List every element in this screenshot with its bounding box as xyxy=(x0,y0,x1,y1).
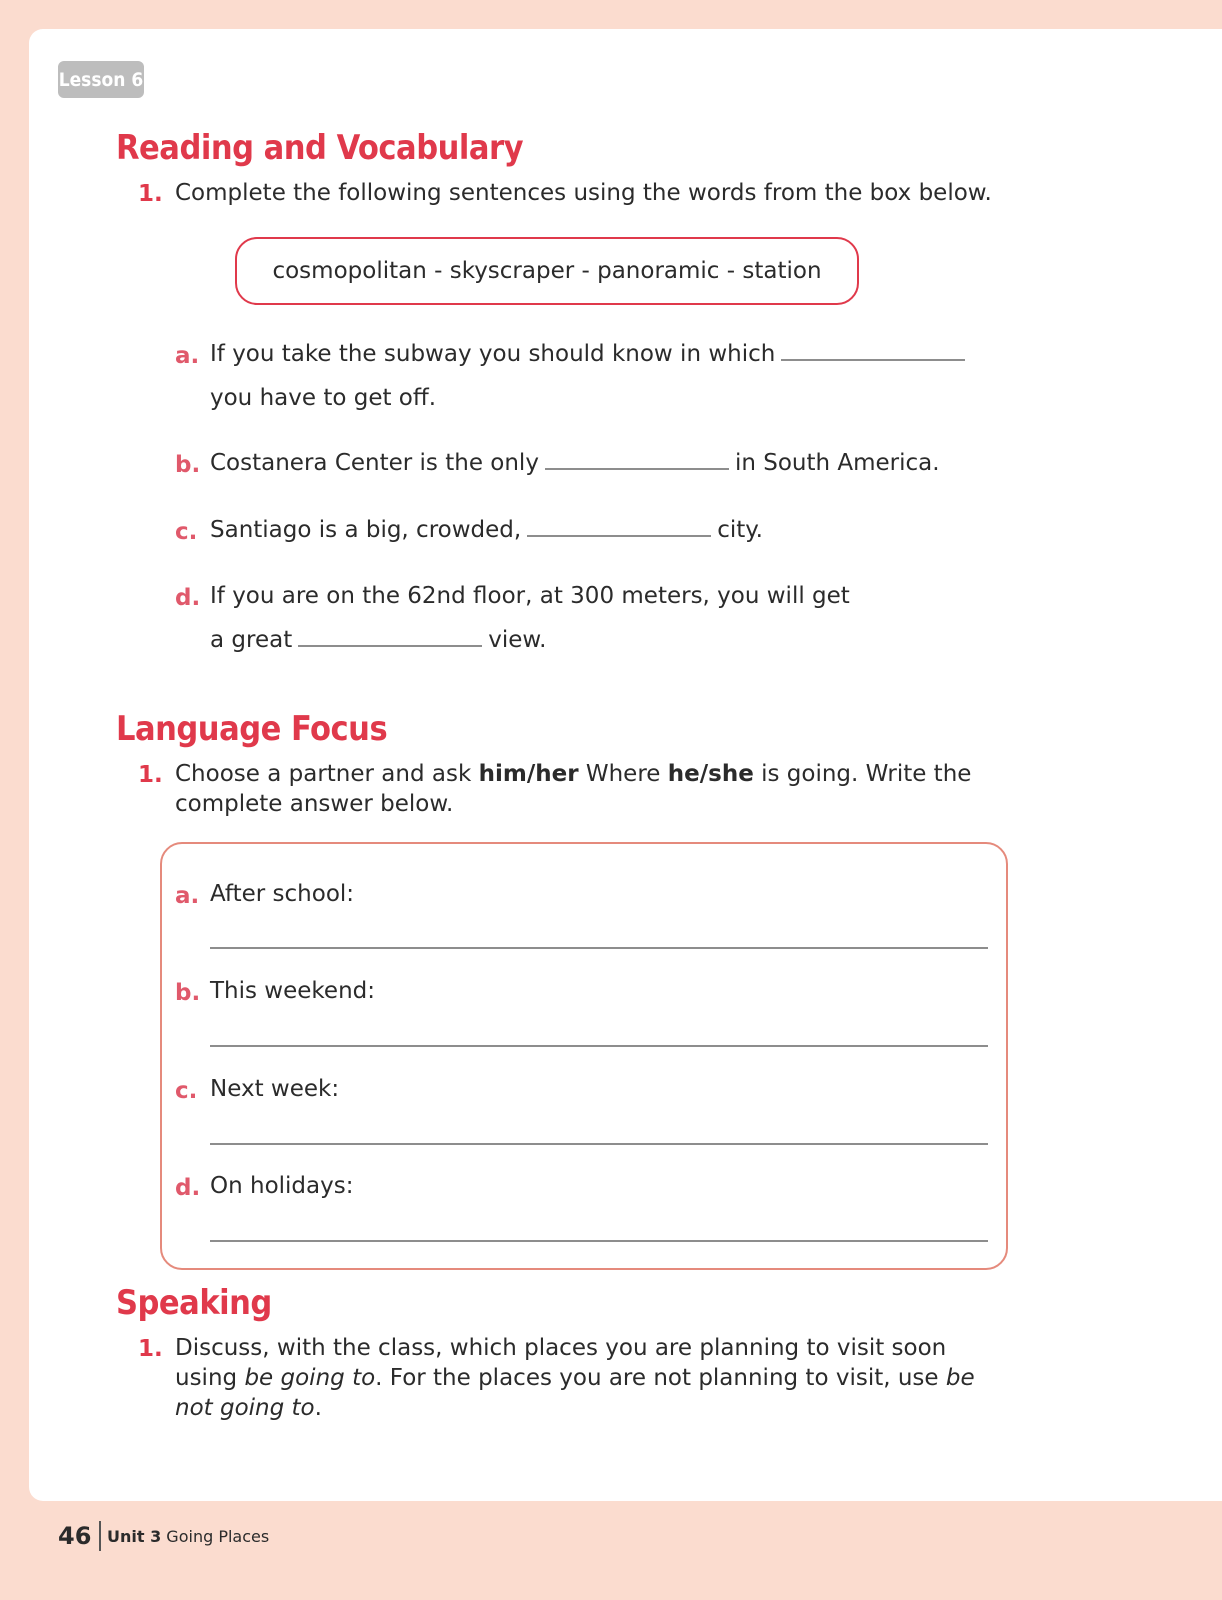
footer-unit-bold: Unit 3 xyxy=(107,1527,162,1546)
exercise-number: 1. xyxy=(138,762,163,788)
language-instruction xyxy=(175,759,971,819)
instr-bold-1: him/her xyxy=(478,761,579,787)
answer-line-d[interactable] xyxy=(210,1240,988,1242)
answer-line-c[interactable] xyxy=(210,1143,988,1145)
answer-label-d: On holidays: xyxy=(210,1173,354,1199)
sentence-a-line2: you have to get off. xyxy=(210,385,437,411)
footer-unit xyxy=(107,1527,269,1546)
exercise-number: 1. xyxy=(138,181,163,207)
speaking-italic-1: be going to xyxy=(244,1365,376,1391)
exercise-number: 1. xyxy=(138,1336,163,1362)
sentence-c-before: Santiago is a big, crowded, xyxy=(210,517,522,543)
sentence-d-line2 xyxy=(210,627,546,653)
speaking-instruction xyxy=(175,1333,975,1423)
footer-unit-title: Going Places xyxy=(161,1527,270,1546)
instr-text-1: Choose a partner and ask xyxy=(175,761,479,787)
blank-c[interactable] xyxy=(527,535,711,537)
sentence-a-text: If you take the subway you should know in which xyxy=(210,341,776,367)
blank-a[interactable] xyxy=(781,359,965,361)
sentence-a-line1 xyxy=(210,341,971,367)
instr-text-2: Where xyxy=(578,761,668,787)
sentence-b xyxy=(210,450,940,476)
blank-b[interactable] xyxy=(545,468,729,470)
speaking-line-1: Discuss, with the class, which places you are planning to visit soon xyxy=(175,1335,947,1361)
item-letter-a: a. xyxy=(175,343,200,369)
speaking-line-2b: . For the places you are not planning to visit, use xyxy=(375,1365,946,1391)
answer-letter-a: a. xyxy=(175,883,200,909)
sentence-b-after: in South America. xyxy=(734,450,940,476)
answer-letter-c: c. xyxy=(175,1078,198,1104)
word-box xyxy=(235,237,859,305)
answer-letter-b: b. xyxy=(175,980,201,1006)
speaking-line-3b: . xyxy=(314,1395,322,1421)
sentence-d-after: view. xyxy=(488,627,547,653)
section-title-language: Language Focus xyxy=(116,709,388,749)
page-number: 46 xyxy=(58,1522,92,1550)
speaking-italic-2: be xyxy=(945,1365,975,1391)
answer-line-b[interactable] xyxy=(210,1045,988,1047)
reading-instruction: Complete the following sentences using the words from the box below. xyxy=(175,180,992,206)
section-title-reading: Reading and Vocabulary xyxy=(116,128,524,168)
instr-text-4: complete answer below. xyxy=(175,791,454,817)
instr-bold-2: he/she xyxy=(667,761,754,787)
section-title-speaking: Speaking xyxy=(116,1283,272,1323)
instr-text-3: is going. Write the xyxy=(753,761,972,787)
lesson-tab: Lesson 6 xyxy=(58,61,144,98)
sentence-c xyxy=(210,517,763,543)
answer-letter-d: d. xyxy=(175,1175,201,1201)
sentence-b-before: Costanera Center is the only xyxy=(210,450,539,476)
sentence-c-after: city. xyxy=(717,517,763,543)
sentence-d-before: a great xyxy=(210,627,293,653)
answer-label-b: This weekend: xyxy=(210,978,375,1004)
answer-label-c: Next week: xyxy=(210,1076,340,1102)
speaking-line-2a: using xyxy=(175,1365,245,1391)
blank-d[interactable] xyxy=(298,645,482,647)
item-letter-c: c. xyxy=(175,519,198,545)
answer-line-a[interactable] xyxy=(210,947,988,949)
item-letter-d: d. xyxy=(175,585,201,611)
sentence-d-line1: If you are on the 62nd floor, at 300 meters, you will get xyxy=(210,583,850,609)
footer-divider xyxy=(99,1521,101,1551)
speaking-italic-3: not going to xyxy=(175,1395,315,1421)
word-box-text: cosmopolitan - skyscraper - panoramic - station xyxy=(272,258,822,284)
answer-label-a: After school: xyxy=(210,881,355,907)
item-letter-b: b. xyxy=(175,452,201,478)
